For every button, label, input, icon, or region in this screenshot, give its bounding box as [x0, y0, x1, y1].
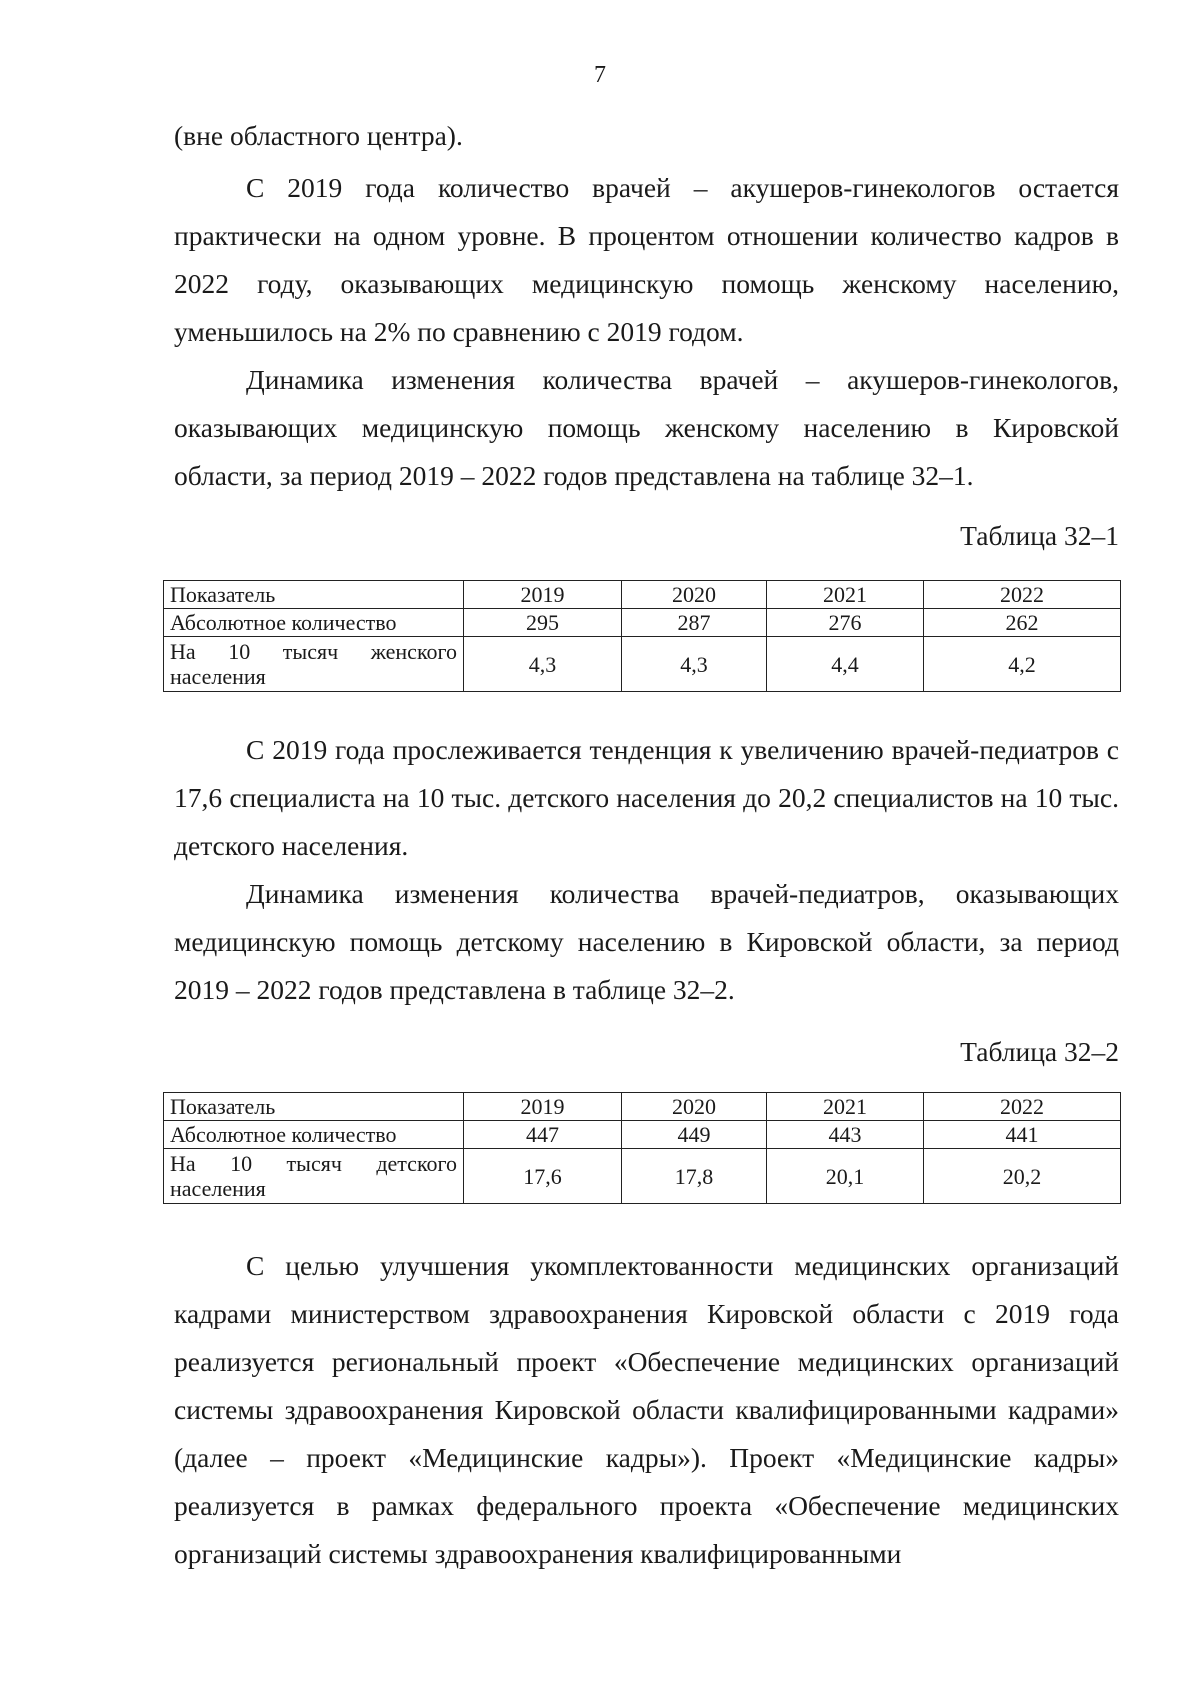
- table-row: [164, 1149, 1121, 1204]
- table-1-header-cell: 2020: [622, 581, 767, 609]
- table-row: [164, 609, 1121, 637]
- table-1-header-cell: Показатель: [164, 581, 464, 609]
- paragraph-6: С целью улучшения укомплектованности медицинских организаций кадрами министерством здравоохранения Кировской области с 2019 года реализуется региональный проект «Обеспечение медицинских организаций системы здравоохранения Кировской области квалифицированными кадрами» (далее – проект «Медицинские кадры»). Проект «Медицинские кадры» реализуется в рамках федерального проекта «Обеспечение медицинских организаций системы здравоохранения квалифицированными: [174, 1250, 1119, 1569]
- table-cell: 17,6: [464, 1149, 622, 1204]
- table-row: [164, 1121, 1121, 1149]
- table-cell: 4,4: [767, 637, 924, 692]
- table-2: [163, 1092, 1121, 1204]
- table-cell: 295: [464, 609, 622, 637]
- table-cell: 17,8: [622, 1149, 767, 1204]
- page-number: 7: [594, 62, 606, 88]
- table-cell: 441: [924, 1121, 1121, 1149]
- table-2-caption: Таблица 32–2: [960, 1036, 1119, 1067]
- table-1: [163, 580, 1121, 692]
- table-cell: 4,3: [622, 637, 767, 692]
- table-1-row-label: Абсолютное количество: [164, 609, 464, 637]
- table-cell: 4,3: [464, 637, 622, 692]
- table-1-header-row: [164, 581, 1121, 609]
- table-1-header-cell: 2022: [924, 581, 1121, 609]
- table-cell: 20,1: [767, 1149, 924, 1204]
- table-2-header-cell: 2019: [464, 1093, 622, 1121]
- table-cell: 449: [622, 1121, 767, 1149]
- paragraph-4: С 2019 года прослеживается тенденция к увеличению врачей-педиатров с 17,6 специалиста на 10 тыс. детского населения до 20,2 специалистов на 10 тыс. детского населения.: [174, 734, 1119, 861]
- table-1-header-cell: 2021: [767, 581, 924, 609]
- table-2-header-row: [164, 1093, 1121, 1121]
- table-cell: 276: [767, 609, 924, 637]
- paragraph-5: Динамика изменения количества врачей-педиатров, оказывающих медицинскую помощь детскому населению в Кировской области, за период 2019 – 2022 годов представлена в таблице 32–2.: [174, 878, 1119, 1005]
- table-2-row-label: На 10 тысяч детского населения: [164, 1149, 464, 1204]
- table-2-row-label: Абсолютное количество: [164, 1121, 464, 1149]
- table-cell: 262: [924, 609, 1121, 637]
- table-cell: 4,2: [924, 637, 1121, 692]
- table-2-header-cell: 2020: [622, 1093, 767, 1121]
- table-cell: 287: [622, 609, 767, 637]
- table-2-header-cell: 2021: [767, 1093, 924, 1121]
- table-1-header-cell: 2019: [464, 581, 622, 609]
- paragraph-2: С 2019 года количество врачей – акушеров-гинекологов остается практически на одном уровне. В процентом отношении количество кадров в 2022 году, оказывающих медицинскую помощь женскому населению, уменьшилось на 2% по сравнению с 2019 годом.: [174, 172, 1119, 347]
- table-1-row-label: На 10 тысяч женского населения: [164, 637, 464, 692]
- paragraph-3: Динамика изменения количества врачей – акушеров-гинекологов, оказывающих медицинскую помощь женскому населению в Кировской области, за период 2019 – 2022 годов представлена на таблице 32–1.: [174, 364, 1119, 491]
- table-2-header-cell: 2022: [924, 1093, 1121, 1121]
- table-cell: 447: [464, 1121, 622, 1149]
- table-2-header-cell: Показатель: [164, 1093, 464, 1121]
- table-1-caption: Таблица 32–1: [960, 520, 1119, 551]
- table-cell: 443: [767, 1121, 924, 1149]
- table-row: [164, 637, 1121, 692]
- table-cell: 20,2: [924, 1149, 1121, 1204]
- paragraph-1: (вне областного центра).: [174, 120, 463, 151]
